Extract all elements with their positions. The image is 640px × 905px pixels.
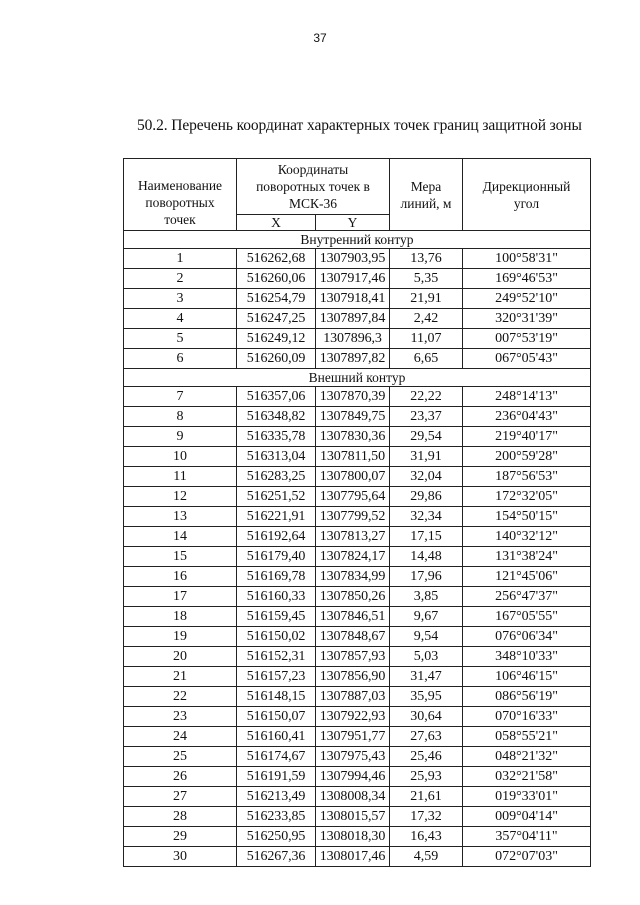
table-row bbox=[124, 547, 591, 567]
line-length-cell: 17,96 bbox=[390, 567, 463, 587]
table-row bbox=[124, 269, 591, 289]
point-number-cell: 4 bbox=[124, 309, 237, 329]
point-number-cell: 16 bbox=[124, 567, 237, 587]
section-title: Внешний контур bbox=[124, 369, 591, 387]
direction-angle-cell: 187°56'53" bbox=[463, 467, 591, 487]
x-coordinate-cell: 516233,85 bbox=[237, 807, 316, 827]
point-number-cell: 21 bbox=[124, 667, 237, 687]
x-coordinate-cell: 516283,25 bbox=[237, 467, 316, 487]
line-length-cell: 30,64 bbox=[390, 707, 463, 727]
line-length-cell: 5,03 bbox=[390, 647, 463, 667]
table-row bbox=[124, 727, 591, 747]
line-length-cell: 25,46 bbox=[390, 747, 463, 767]
point-number-cell: 28 bbox=[124, 807, 237, 827]
y-coordinate-cell: 1308015,57 bbox=[316, 807, 390, 827]
table-row bbox=[124, 289, 591, 309]
table-row bbox=[124, 747, 591, 767]
line-length-cell: 3,85 bbox=[390, 587, 463, 607]
line-length-cell: 29,54 bbox=[390, 427, 463, 447]
line-length-cell: 2,42 bbox=[390, 309, 463, 329]
point-number-cell: 30 bbox=[124, 847, 237, 867]
direction-angle-cell: 032°21'58" bbox=[463, 767, 591, 787]
point-number-cell: 13 bbox=[124, 507, 237, 527]
direction-angle-cell: 200°59'28" bbox=[463, 447, 591, 467]
table-row bbox=[124, 507, 591, 527]
direction-angle-cell: 121°45'06" bbox=[463, 567, 591, 587]
point-number-cell: 3 bbox=[124, 289, 237, 309]
point-number-cell: 17 bbox=[124, 587, 237, 607]
line-length-cell: 32,04 bbox=[390, 467, 463, 487]
direction-angle-cell: 248°14'13" bbox=[463, 387, 591, 407]
point-number-cell: 7 bbox=[124, 387, 237, 407]
line-length-cell: 23,37 bbox=[390, 407, 463, 427]
y-coordinate-cell: 1307834,99 bbox=[316, 567, 390, 587]
point-number-cell: 27 bbox=[124, 787, 237, 807]
y-coordinate-cell: 1307800,07 bbox=[316, 467, 390, 487]
table-row bbox=[124, 567, 591, 587]
line-length-cell: 27,63 bbox=[390, 727, 463, 747]
line-length-cell: 35,95 bbox=[390, 687, 463, 707]
direction-angle-cell: 067°05'43" bbox=[463, 349, 591, 369]
y-coordinate-cell: 1308018,30 bbox=[316, 827, 390, 847]
x-coordinate-cell: 516221,91 bbox=[237, 507, 316, 527]
y-coordinate-cell: 1307856,90 bbox=[316, 667, 390, 687]
y-coordinate-cell: 1307870,39 bbox=[316, 387, 390, 407]
point-number-cell: 26 bbox=[124, 767, 237, 787]
direction-angle-cell: 072°07'03" bbox=[463, 847, 591, 867]
x-coordinate-cell: 516335,78 bbox=[237, 427, 316, 447]
x-coordinate-cell: 516192,64 bbox=[237, 527, 316, 547]
line-length-cell: 11,07 bbox=[390, 329, 463, 349]
direction-angle-cell: 320°31'39" bbox=[463, 309, 591, 329]
point-number-cell: 1 bbox=[124, 249, 237, 269]
header-x: X bbox=[237, 215, 316, 231]
section-row bbox=[124, 231, 591, 249]
direction-angle-cell: 357°04'11" bbox=[463, 827, 591, 847]
direction-angle-cell: 154°50'15" bbox=[463, 507, 591, 527]
table-row bbox=[124, 707, 591, 727]
direction-angle-cell: 348°10'33" bbox=[463, 647, 591, 667]
y-coordinate-cell: 1307903,95 bbox=[316, 249, 390, 269]
x-coordinate-cell: 516251,52 bbox=[237, 487, 316, 507]
line-length-cell: 5,35 bbox=[390, 269, 463, 289]
table-body bbox=[124, 231, 591, 867]
x-coordinate-cell: 516160,33 bbox=[237, 587, 316, 607]
point-number-cell: 22 bbox=[124, 687, 237, 707]
line-length-cell: 4,59 bbox=[390, 847, 463, 867]
direction-angle-cell: 167°05'55" bbox=[463, 607, 591, 627]
direction-angle-cell: 048°21'32" bbox=[463, 747, 591, 767]
point-number-cell: 5 bbox=[124, 329, 237, 349]
point-number-cell: 12 bbox=[124, 487, 237, 507]
y-coordinate-cell: 1307922,93 bbox=[316, 707, 390, 727]
section-title: Внутренний контур bbox=[124, 231, 591, 249]
y-coordinate-cell: 1307917,46 bbox=[316, 269, 390, 289]
direction-angle-cell: 172°32'05" bbox=[463, 487, 591, 507]
x-coordinate-cell: 516213,49 bbox=[237, 787, 316, 807]
y-coordinate-cell: 1307897,84 bbox=[316, 309, 390, 329]
direction-angle-cell: 106°46'15" bbox=[463, 667, 591, 687]
y-coordinate-cell: 1307849,75 bbox=[316, 407, 390, 427]
y-coordinate-cell: 1307896,3 bbox=[316, 329, 390, 349]
point-number-cell: 29 bbox=[124, 827, 237, 847]
line-length-cell: 9,67 bbox=[390, 607, 463, 627]
y-coordinate-cell: 1307897,82 bbox=[316, 349, 390, 369]
direction-angle-cell: 058°55'21" bbox=[463, 727, 591, 747]
point-number-cell: 25 bbox=[124, 747, 237, 767]
coordinates-table bbox=[123, 158, 591, 867]
point-number-cell: 18 bbox=[124, 607, 237, 627]
header-y: Y bbox=[316, 215, 390, 231]
table-row bbox=[124, 607, 591, 627]
x-coordinate-cell: 516267,36 bbox=[237, 847, 316, 867]
page-heading: 50.2. Перечень координат характерных точек границ защитной зоны bbox=[137, 117, 582, 134]
y-coordinate-cell: 1307887,03 bbox=[316, 687, 390, 707]
x-coordinate-cell: 516159,45 bbox=[237, 607, 316, 627]
y-coordinate-cell: 1307850,26 bbox=[316, 587, 390, 607]
line-length-cell: 9,54 bbox=[390, 627, 463, 647]
table-row bbox=[124, 847, 591, 867]
table-row bbox=[124, 827, 591, 847]
y-coordinate-cell: 1307975,43 bbox=[316, 747, 390, 767]
y-coordinate-cell: 1307994,46 bbox=[316, 767, 390, 787]
point-number-cell: 14 bbox=[124, 527, 237, 547]
direction-angle-cell: 100°58'31" bbox=[463, 249, 591, 269]
x-coordinate-cell: 516357,06 bbox=[237, 387, 316, 407]
x-coordinate-cell: 516348,82 bbox=[237, 407, 316, 427]
table-row bbox=[124, 329, 591, 349]
x-coordinate-cell: 516262,68 bbox=[237, 249, 316, 269]
line-length-cell: 32,34 bbox=[390, 507, 463, 527]
y-coordinate-cell: 1307799,52 bbox=[316, 507, 390, 527]
point-number-cell: 19 bbox=[124, 627, 237, 647]
direction-angle-cell: 169°46'53" bbox=[463, 269, 591, 289]
table-row bbox=[124, 427, 591, 447]
direction-angle-cell: 019°33'01" bbox=[463, 787, 591, 807]
line-length-cell: 21,91 bbox=[390, 289, 463, 309]
y-coordinate-cell: 1307811,50 bbox=[316, 447, 390, 467]
table-row bbox=[124, 407, 591, 427]
header-coordinates: Координаты поворотных точек в МСК-36 bbox=[237, 159, 390, 215]
y-coordinate-cell: 1307813,27 bbox=[316, 527, 390, 547]
x-coordinate-cell: 516150,02 bbox=[237, 627, 316, 647]
direction-angle-cell: 076°06'34" bbox=[463, 627, 591, 647]
y-coordinate-cell: 1307824,17 bbox=[316, 547, 390, 567]
x-coordinate-cell: 516157,23 bbox=[237, 667, 316, 687]
line-length-cell: 21,61 bbox=[390, 787, 463, 807]
table-row bbox=[124, 587, 591, 607]
direction-angle-cell: 140°32'12" bbox=[463, 527, 591, 547]
line-length-cell: 17,32 bbox=[390, 807, 463, 827]
line-length-cell: 31,91 bbox=[390, 447, 463, 467]
y-coordinate-cell: 1307846,51 bbox=[316, 607, 390, 627]
table-row bbox=[124, 467, 591, 487]
y-coordinate-cell: 1308008,34 bbox=[316, 787, 390, 807]
point-number-cell: 20 bbox=[124, 647, 237, 667]
x-coordinate-cell: 516152,31 bbox=[237, 647, 316, 667]
direction-angle-cell: 236°04'43" bbox=[463, 407, 591, 427]
direction-angle-cell: 219°40'17" bbox=[463, 427, 591, 447]
x-coordinate-cell: 516150,07 bbox=[237, 707, 316, 727]
table-row bbox=[124, 387, 591, 407]
header-direction-angle: Дирекционный угол bbox=[463, 159, 591, 231]
x-coordinate-cell: 516160,41 bbox=[237, 727, 316, 747]
x-coordinate-cell: 516148,15 bbox=[237, 687, 316, 707]
x-coordinate-cell: 516250,95 bbox=[237, 827, 316, 847]
y-coordinate-cell: 1307848,67 bbox=[316, 627, 390, 647]
direction-angle-cell: 131°38'24" bbox=[463, 547, 591, 567]
table-row bbox=[124, 767, 591, 787]
point-number-cell: 9 bbox=[124, 427, 237, 447]
line-length-cell: 6,65 bbox=[390, 349, 463, 369]
header-point-name: Наименование поворотных точек bbox=[124, 159, 237, 231]
table-row bbox=[124, 807, 591, 827]
x-coordinate-cell: 516254,79 bbox=[237, 289, 316, 309]
line-length-cell: 17,15 bbox=[390, 527, 463, 547]
table-row bbox=[124, 627, 591, 647]
section-row bbox=[124, 369, 591, 387]
table-row bbox=[124, 447, 591, 467]
y-coordinate-cell: 1307951,77 bbox=[316, 727, 390, 747]
x-coordinate-cell: 516247,25 bbox=[237, 309, 316, 329]
direction-angle-cell: 249°52'10" bbox=[463, 289, 591, 309]
line-length-cell: 13,76 bbox=[390, 249, 463, 269]
point-number-cell: 8 bbox=[124, 407, 237, 427]
table-row bbox=[124, 787, 591, 807]
table-row bbox=[124, 667, 591, 687]
line-length-cell: 25,93 bbox=[390, 767, 463, 787]
x-coordinate-cell: 516169,78 bbox=[237, 567, 316, 587]
point-number-cell: 6 bbox=[124, 349, 237, 369]
table-row bbox=[124, 647, 591, 667]
page-number: 37 bbox=[313, 31, 327, 45]
line-length-cell: 16,43 bbox=[390, 827, 463, 847]
x-coordinate-cell: 516313,04 bbox=[237, 447, 316, 467]
y-coordinate-cell: 1307830,36 bbox=[316, 427, 390, 447]
x-coordinate-cell: 516260,09 bbox=[237, 349, 316, 369]
table-row bbox=[124, 309, 591, 329]
point-number-cell: 2 bbox=[124, 269, 237, 289]
point-number-cell: 11 bbox=[124, 467, 237, 487]
y-coordinate-cell: 1307918,41 bbox=[316, 289, 390, 309]
table-row bbox=[124, 249, 591, 269]
line-length-cell: 29,86 bbox=[390, 487, 463, 507]
x-coordinate-cell: 516179,40 bbox=[237, 547, 316, 567]
table-row bbox=[124, 487, 591, 507]
line-length-cell: 14,48 bbox=[390, 547, 463, 567]
table-row bbox=[124, 349, 591, 369]
x-coordinate-cell: 516191,59 bbox=[237, 767, 316, 787]
y-coordinate-cell: 1308017,46 bbox=[316, 847, 390, 867]
line-length-cell: 22,22 bbox=[390, 387, 463, 407]
header-line-length: Мера линий, м bbox=[390, 159, 463, 231]
direction-angle-cell: 070°16'33" bbox=[463, 707, 591, 727]
x-coordinate-cell: 516249,12 bbox=[237, 329, 316, 349]
x-coordinate-cell: 516174,67 bbox=[237, 747, 316, 767]
direction-angle-cell: 007°53'19" bbox=[463, 329, 591, 349]
point-number-cell: 23 bbox=[124, 707, 237, 727]
line-length-cell: 31,47 bbox=[390, 667, 463, 687]
point-number-cell: 10 bbox=[124, 447, 237, 467]
y-coordinate-cell: 1307857,93 bbox=[316, 647, 390, 667]
direction-angle-cell: 009°04'14" bbox=[463, 807, 591, 827]
table-row bbox=[124, 687, 591, 707]
table-row bbox=[124, 527, 591, 547]
x-coordinate-cell: 516260,06 bbox=[237, 269, 316, 289]
y-coordinate-cell: 1307795,64 bbox=[316, 487, 390, 507]
point-number-cell: 24 bbox=[124, 727, 237, 747]
point-number-cell: 15 bbox=[124, 547, 237, 567]
direction-angle-cell: 086°56'19" bbox=[463, 687, 591, 707]
direction-angle-cell: 256°47'37" bbox=[463, 587, 591, 607]
